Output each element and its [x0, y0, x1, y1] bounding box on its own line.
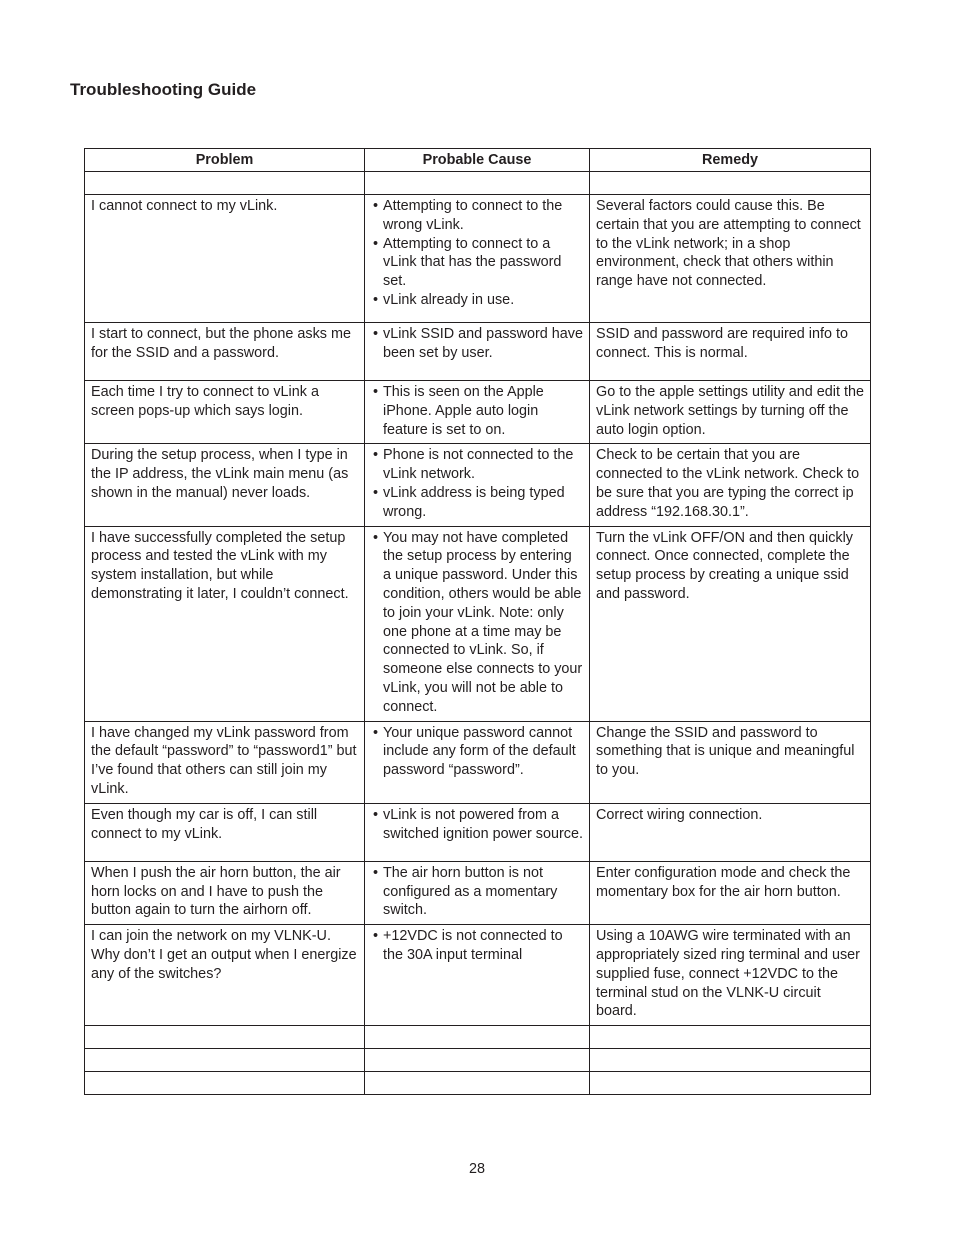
cause-item: • vLink address is being typed wrong.: [371, 484, 583, 522]
cause-list: [371, 724, 583, 780]
remedy-cell: SSID and password are required info to connect. This is normal.: [590, 323, 871, 381]
cause-list: [371, 927, 583, 965]
problem-cell: [85, 1072, 365, 1095]
table-row: [85, 1072, 871, 1095]
cause-list: [371, 806, 583, 844]
problem-cell: [85, 1049, 365, 1072]
probable-cause-cell: [365, 1072, 590, 1095]
table-row: [85, 381, 871, 444]
table-body: [85, 172, 871, 1095]
remedy-cell: Using a 10AWG wire terminated with an appropriately sized ring terminal and user supplied fuse, connect +12VDC to the terminal stud on the VLNK-U circuit board.: [590, 925, 871, 1026]
table-row: [85, 925, 871, 1026]
remedy-cell: [590, 1072, 871, 1095]
probable-cause-cell: [365, 803, 590, 861]
problem-cell: When I push the air horn button, the air horn locks on and I have to push the button again to turn the airhorn off.: [85, 861, 365, 924]
cause-list: [371, 325, 583, 363]
problem-cell: I cannot connect to my vLink.: [85, 195, 365, 323]
cause-item: • Your unique password cannot include any form of the default password “password”.: [371, 724, 583, 780]
table-row: [85, 195, 871, 323]
cause-item: • This is seen on the Apple iPhone. Apple auto login feature is set to on.: [371, 383, 583, 439]
cause-item: • vLink already in use.: [371, 291, 583, 310]
probable-cause-cell: [365, 381, 590, 444]
remedy-cell: [590, 172, 871, 195]
table-row: [85, 1049, 871, 1072]
remedy-cell: Turn the vLink OFF/ON and then quickly connect. Once connected, complete the setup process by creating a unique ssid and password.: [590, 526, 871, 721]
cause-list: [371, 529, 583, 717]
cause-item: • vLink is not powered from a switched ignition power source.: [371, 806, 583, 844]
probable-cause-cell: [365, 444, 590, 526]
problem-cell: Even though my car is off, I can still connect to my vLink.: [85, 803, 365, 861]
probable-cause-cell: [365, 526, 590, 721]
problem-cell: [85, 172, 365, 195]
remedy-cell: Go to the apple settings utility and edit the vLink network settings by turning off the auto login option.: [590, 381, 871, 444]
header-remedy: Remedy: [590, 149, 871, 172]
header-problem: Problem: [85, 149, 365, 172]
cause-item: • The air horn button is not configured as a momentary switch.: [371, 864, 583, 920]
cause-item: • Phone is not connected to the vLink network.: [371, 446, 583, 484]
remedy-cell: [590, 1049, 871, 1072]
table-row: [85, 721, 871, 803]
remedy-cell: Several factors could cause this. Be certain that you are attempting to connect to the vLink network; in a shop environment, check that others within range have not connected.: [590, 195, 871, 323]
table-row: [85, 861, 871, 924]
remedy-cell: Correct wiring connection.: [590, 803, 871, 861]
problem-cell: I start to connect, but the phone asks me for the SSID and a password.: [85, 323, 365, 381]
header-probable-cause: Probable Cause: [365, 149, 590, 172]
cause-item: • +12VDC is not connected to the 30A input terminal: [371, 927, 583, 965]
probable-cause-cell: [365, 861, 590, 924]
page-title: Troubleshooting Guide: [70, 80, 257, 99]
remedy-cell: Enter configuration mode and check the momentary box for the air horn button.: [590, 861, 871, 924]
page-number: 28: [468, 1161, 485, 1177]
cause-item: • vLink SSID and password have been set by user.: [371, 325, 583, 363]
problem-cell: Each time I try to connect to vLink a screen pops-up which says login.: [85, 381, 365, 444]
cause-item: • Attempting to connect to a vLink that has the password set.: [371, 235, 583, 291]
remedy-cell: Change the SSID and password to something that is unique and meaningful to you.: [590, 721, 871, 803]
cause-item: • You may not have completed the setup process by entering a unique password. Under this condition, others would be able to join your vLink. Note: only one phone at a time may be connected to vLink. So, if someone else connects to your vLink, you will not be able to connect.: [371, 529, 583, 717]
cause-item: • Attempting to connect to the wrong vLink.: [371, 197, 583, 235]
cause-list: [371, 383, 583, 439]
probable-cause-cell: [365, 323, 590, 381]
probable-cause-cell: [365, 195, 590, 323]
probable-cause-cell: [365, 721, 590, 803]
problem-cell: I can join the network on my VLNK-U. Why don’t I get an output when I energize any of the switches?: [85, 925, 365, 1026]
table-row: [85, 526, 871, 721]
table-row: [85, 803, 871, 861]
cause-list: [371, 446, 583, 521]
probable-cause-cell: [365, 1049, 590, 1072]
probable-cause-cell: [365, 172, 590, 195]
remedy-cell: Check to be certain that you are connected to the vLink network. Check to be sure that you are typing the correct ip address “192.168.30.1”.: [590, 444, 871, 526]
troubleshooting-table: [84, 148, 871, 1095]
probable-cause-cell: [365, 925, 590, 1026]
cause-list: [371, 197, 583, 310]
probable-cause-cell: [365, 1026, 590, 1049]
problem-cell: I have changed my vLink password from the default “password” to “password1” but I’ve found that others can still join my vLink.: [85, 721, 365, 803]
table-row: [85, 323, 871, 381]
cause-list: [371, 864, 583, 920]
table-row: [85, 1026, 871, 1049]
remedy-cell: [590, 1026, 871, 1049]
table-header-row: [85, 149, 871, 172]
problem-cell: During the setup process, when I type in the IP address, the vLink main menu (as shown in the manual) never loads.: [85, 444, 365, 526]
table-row: [85, 444, 871, 526]
problem-cell: I have successfully completed the setup process and tested the vLink with my system installation, but while demonstrating it later, I couldn’t connect.: [85, 526, 365, 721]
table-row: [85, 172, 871, 195]
problem-cell: [85, 1026, 365, 1049]
